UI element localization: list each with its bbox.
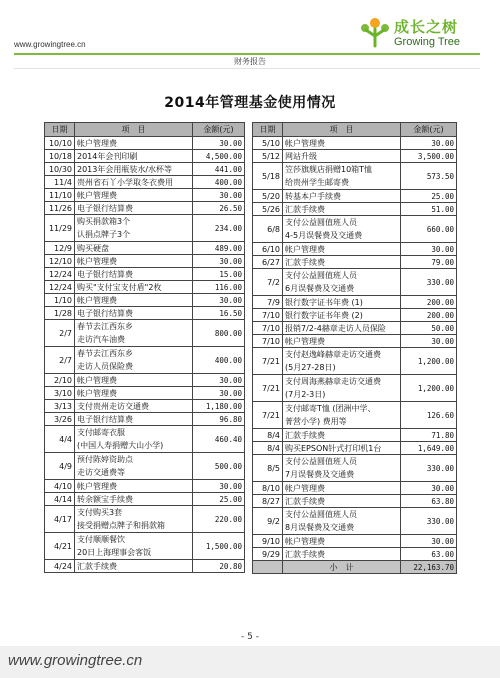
row-item-line: 汇款手续费 xyxy=(285,496,325,506)
row-amount: 1,649.00 xyxy=(401,442,457,455)
total-amount: 22,163.70 xyxy=(401,561,457,574)
expense-table-left xyxy=(44,122,245,573)
row-item-line: 20日上海理事会客饭 xyxy=(77,548,152,557)
table-row xyxy=(253,269,457,296)
row-amount: 30.00 xyxy=(193,137,245,150)
row-item xyxy=(283,482,401,495)
row-date: 10/18 xyxy=(45,150,75,163)
row-item xyxy=(75,294,193,307)
table-row xyxy=(45,347,245,374)
row-date: 4/21 xyxy=(45,533,75,560)
row-item xyxy=(75,480,193,493)
row-item-line: 笠莎旗舰店捐赠10箱T恤 xyxy=(285,165,373,174)
row-item-line: (5月27-28日) xyxy=(285,363,336,372)
row-item-line: 2014年会刊印刷 xyxy=(77,151,138,161)
row-date: 9/29 xyxy=(253,548,283,561)
table-row xyxy=(253,335,457,348)
row-date: 3/13 xyxy=(45,400,75,413)
table-row xyxy=(45,176,245,189)
total-label: 小 计 xyxy=(283,561,401,574)
row-item-line: 春节去江西东乡 xyxy=(77,349,133,358)
table-row xyxy=(253,322,457,335)
row-item-line: 电子银行结算费 xyxy=(77,269,133,279)
row-item xyxy=(283,203,401,216)
row-item-line: 帐户管理费 xyxy=(77,256,117,266)
table-row xyxy=(253,309,457,322)
row-amount: 25.00 xyxy=(193,493,245,506)
row-amount: 30.00 xyxy=(193,387,245,400)
table-row xyxy=(45,387,245,400)
row-date: 5/12 xyxy=(253,150,283,163)
row-item xyxy=(75,400,193,413)
row-item xyxy=(75,268,193,281)
column-header-amount: 金额(元) xyxy=(193,123,245,137)
table-row xyxy=(45,189,245,202)
page-footer xyxy=(0,646,500,678)
row-item xyxy=(75,560,193,573)
table-row xyxy=(45,426,245,453)
column-header-amount: 金额(元) xyxy=(401,123,457,137)
row-date: 2/10 xyxy=(45,374,75,387)
row-amount: 573.50 xyxy=(401,163,457,190)
row-item-line: 帐户管理费 xyxy=(285,336,325,346)
row-item-line: 支付公益圆值班人员 xyxy=(285,457,357,466)
table-row xyxy=(45,506,245,533)
row-amount: 63.00 xyxy=(401,548,457,561)
total-row xyxy=(253,561,457,574)
row-item xyxy=(283,402,401,429)
row-date: 3/10 xyxy=(45,387,75,400)
row-item-line: 帐户管理费 xyxy=(77,295,117,305)
row-item xyxy=(75,150,193,163)
table-row xyxy=(253,296,457,309)
row-item-line: 支付公益圆值班人员 xyxy=(285,271,357,280)
row-date: 6/8 xyxy=(253,216,283,243)
row-item xyxy=(283,216,401,243)
table-row xyxy=(45,453,245,480)
row-date: 7/10 xyxy=(253,335,283,348)
row-amount: 25.00 xyxy=(401,190,457,203)
logo-text-en: Growing Tree xyxy=(394,36,461,48)
row-amount: 460.40 xyxy=(193,426,245,453)
row-item-line: 7月误餐费及交通费 xyxy=(285,470,355,479)
row-item-line: 帐户管理费 xyxy=(285,483,325,493)
row-item-line: 支付邮寄T恤 (团洲中学、 xyxy=(285,404,376,413)
row-amount: 200.00 xyxy=(401,309,457,322)
row-item-line: 支付顺顺餐饮 xyxy=(77,535,125,544)
table-row xyxy=(253,375,457,402)
row-amount: 1,180.00 xyxy=(193,400,245,413)
row-item-line: 帐户管理费 xyxy=(77,190,117,200)
row-item xyxy=(75,215,193,242)
row-date: 8/10 xyxy=(253,482,283,495)
row-item-line: 走访人员保险费 xyxy=(77,362,133,371)
row-item xyxy=(283,243,401,256)
row-item xyxy=(283,455,401,482)
row-amount: 16.50 xyxy=(193,307,245,320)
row-item-line: 春节去江西东乡 xyxy=(77,322,133,331)
row-date: 12/10 xyxy=(45,255,75,268)
row-amount: 1,200.00 xyxy=(401,348,457,375)
row-amount: 220.00 xyxy=(193,506,245,533)
tree-logo-icon xyxy=(360,16,390,50)
row-item xyxy=(75,387,193,400)
row-item-line: 帐户管理费 xyxy=(285,138,325,148)
row-amount: 330.00 xyxy=(401,269,457,296)
table-header-row xyxy=(253,123,457,137)
row-item xyxy=(283,322,401,335)
row-amount: 30.00 xyxy=(401,482,457,495)
row-date: 10/30 xyxy=(45,163,75,176)
table-row xyxy=(253,243,457,256)
row-item-line: 预付陈婷资助点 xyxy=(77,455,133,464)
expense-table-right xyxy=(252,122,457,574)
table-row xyxy=(45,268,245,281)
logo-text-cn: 成长之树 xyxy=(394,18,459,36)
row-amount: 20.80 xyxy=(193,560,245,573)
row-date: 7/10 xyxy=(253,309,283,322)
row-item xyxy=(283,508,401,535)
row-item xyxy=(75,189,193,202)
column-header-item: 项 目 xyxy=(75,123,193,137)
row-amount: 234.00 xyxy=(193,215,245,242)
column-header-item: 项 目 xyxy=(283,123,401,137)
table-row xyxy=(253,508,457,535)
row-date: 1/28 xyxy=(45,307,75,320)
row-amount: 30.00 xyxy=(193,374,245,387)
row-item-line: 帐户管理费 xyxy=(285,244,325,254)
row-amount: 330.00 xyxy=(401,508,457,535)
row-item-line: 帐户管理费 xyxy=(285,536,325,546)
row-item-line: 汇款手续费 xyxy=(285,257,325,267)
row-item-line: 汇款手续费 xyxy=(285,204,325,214)
row-item xyxy=(283,163,401,190)
row-item-line: 报销7/2-4赫章走访人员保险 xyxy=(285,323,386,333)
row-date: 4/10 xyxy=(45,480,75,493)
table-row xyxy=(45,202,245,215)
table-row xyxy=(45,255,245,268)
row-item-line: 汇款手续费 xyxy=(77,561,117,571)
row-item xyxy=(283,548,401,561)
row-amount: 30.00 xyxy=(193,189,245,202)
row-item-line: 支付购买3套 xyxy=(77,508,123,517)
row-date: 11/29 xyxy=(45,215,75,242)
row-item xyxy=(283,269,401,296)
row-date: 8/5 xyxy=(253,455,283,482)
row-date: 8/4 xyxy=(253,442,283,455)
table-row xyxy=(253,216,457,243)
table-row xyxy=(253,535,457,548)
table-row xyxy=(253,429,457,442)
row-item-line: 汇款手续费 xyxy=(285,430,325,440)
row-item-line: 电子银行结算费 xyxy=(77,308,133,318)
row-date: 4/14 xyxy=(45,493,75,506)
header-rule xyxy=(14,53,480,55)
column-header-date: 日期 xyxy=(253,123,283,137)
row-amount: 489.00 xyxy=(193,242,245,255)
row-date: 6/27 xyxy=(253,256,283,269)
row-date: 4/24 xyxy=(45,560,75,573)
table-row xyxy=(253,402,457,429)
row-item-line: (中国人寿捐赠大山小学) xyxy=(77,441,164,450)
table-row xyxy=(45,307,245,320)
row-amount: 660.00 xyxy=(401,216,457,243)
row-item-line: 给贵州学生邮寄费 xyxy=(285,178,349,187)
row-item xyxy=(75,426,193,453)
row-date: 12/9 xyxy=(45,242,75,255)
row-amount: 330.00 xyxy=(401,455,457,482)
row-item xyxy=(75,137,193,150)
row-item-line: 支付周海燕赫章走访交通费 xyxy=(285,377,381,386)
table-row xyxy=(45,320,245,347)
row-item-line: 支付贵州走访交通费 xyxy=(77,401,149,411)
table-row xyxy=(45,533,245,560)
row-item-line: 支付公益圆值班人员 xyxy=(285,218,357,227)
row-amount: 116.00 xyxy=(193,281,245,294)
table-row xyxy=(45,281,245,294)
row-amount: 51.00 xyxy=(401,203,457,216)
row-amount: 30.00 xyxy=(193,480,245,493)
table-row xyxy=(253,190,457,203)
row-date: 11/4 xyxy=(45,176,75,189)
row-amount: 126.60 xyxy=(401,402,457,429)
row-amount: 79.00 xyxy=(401,256,457,269)
row-date: 2/7 xyxy=(45,320,75,347)
table-row xyxy=(45,137,245,150)
report-title: 2014年管理基金使用情况 xyxy=(164,95,336,111)
row-item-line: 转余额宝手续费 xyxy=(77,494,133,504)
table-row xyxy=(45,480,245,493)
row-amount: 4,500.00 xyxy=(193,150,245,163)
row-item xyxy=(283,190,401,203)
row-amount: 30.00 xyxy=(193,255,245,268)
row-item-line: (7月2-3日) xyxy=(285,390,326,399)
row-item xyxy=(75,307,193,320)
row-item-line: 认捐点牌子3个 xyxy=(77,230,131,239)
row-date: 7/10 xyxy=(253,322,283,335)
row-amount: 30.00 xyxy=(401,137,457,150)
table-row xyxy=(253,495,457,508)
table-row xyxy=(45,163,245,176)
row-item-line: 购买EPSON针式打印机1台 xyxy=(285,443,382,453)
row-item-line: 帐户管理费 xyxy=(77,375,117,385)
header-divider xyxy=(14,68,480,69)
table-row xyxy=(45,413,245,426)
row-item-line: 走访汽车油费 xyxy=(77,335,125,344)
table-row xyxy=(253,150,457,163)
row-amount: 1,200.00 xyxy=(401,375,457,402)
row-date: 8/27 xyxy=(253,495,283,508)
row-item xyxy=(283,309,401,322)
row-amount: 400.00 xyxy=(193,347,245,374)
row-item xyxy=(75,242,193,255)
row-amount: 800.00 xyxy=(193,320,245,347)
page-number: - 5 - xyxy=(241,632,259,642)
table-row xyxy=(253,203,457,216)
row-date: 3/26 xyxy=(45,413,75,426)
row-item xyxy=(283,442,401,455)
row-item xyxy=(283,429,401,442)
row-item xyxy=(75,281,193,294)
row-item xyxy=(75,453,193,480)
row-item xyxy=(283,296,401,309)
table-row xyxy=(253,163,457,190)
row-item-line: 银行数字证书年费 (2) xyxy=(285,310,363,320)
row-item-line: 支付邮寄衣服 xyxy=(77,428,125,437)
row-item-line: 购买捐款箱3个 xyxy=(77,217,131,226)
row-item xyxy=(283,256,401,269)
row-amount: 96.80 xyxy=(193,413,245,426)
row-date: 7/9 xyxy=(253,296,283,309)
row-item xyxy=(283,335,401,348)
table-row xyxy=(253,455,457,482)
row-date: 11/26 xyxy=(45,202,75,215)
row-item-line: 电子银行结算费 xyxy=(77,414,133,424)
table-row xyxy=(45,150,245,163)
row-date: 5/20 xyxy=(253,190,283,203)
row-item-line: 购买硬盘 xyxy=(77,243,109,253)
table-row xyxy=(253,348,457,375)
table-row xyxy=(253,137,457,150)
row-amount: 26.50 xyxy=(193,202,245,215)
row-item-line: 银行数字证书年费 (1) xyxy=(285,297,363,307)
row-date: 2/7 xyxy=(45,347,75,374)
table-row xyxy=(253,548,457,561)
logo xyxy=(360,14,490,54)
row-item xyxy=(75,493,193,506)
row-date: 4/4 xyxy=(45,426,75,453)
table-header-row xyxy=(45,123,245,137)
row-item-line: 4-5月误餐费及交通费 xyxy=(285,231,363,240)
row-item-line: 2013年会用瓶装水/水杯等 xyxy=(77,164,173,174)
row-item xyxy=(283,348,401,375)
row-date: 9/2 xyxy=(253,508,283,535)
row-item-line: 帐户管理费 xyxy=(77,138,117,148)
row-amount: 30.00 xyxy=(193,294,245,307)
row-item xyxy=(75,255,193,268)
row-item-line: 走访交通费等 xyxy=(77,468,125,477)
table-row xyxy=(45,242,245,255)
row-item-line: 接受捐赠点牌子和捐款箱 xyxy=(77,521,165,530)
table-row xyxy=(45,400,245,413)
row-amount: 400.00 xyxy=(193,176,245,189)
row-item xyxy=(75,374,193,387)
row-item-line: 汇款手续费 xyxy=(285,549,325,559)
row-amount: 500.00 xyxy=(193,453,245,480)
row-date: 7/2 xyxy=(253,269,283,296)
row-date: 1/10 xyxy=(45,294,75,307)
column-header-date: 日期 xyxy=(45,123,75,137)
row-item xyxy=(75,176,193,189)
table-row xyxy=(253,442,457,455)
row-item-line: 支付赵逸峰赫章走访交通费 xyxy=(285,350,381,359)
row-date: 7/21 xyxy=(253,348,283,375)
row-item-line: 购买"支付宝支付盾"2枚 xyxy=(77,282,162,292)
row-date: 5/26 xyxy=(253,203,283,216)
row-item-line: 贵州省石丫小学取冬衣费用 xyxy=(77,177,173,187)
row-item-line: 电子银行结算费 xyxy=(77,203,133,213)
row-date: 10/10 xyxy=(45,137,75,150)
row-item xyxy=(75,506,193,533)
table-row xyxy=(45,493,245,506)
row-date: 7/21 xyxy=(253,402,283,429)
row-amount: 30.00 xyxy=(401,243,457,256)
table-row xyxy=(45,560,245,573)
row-amount: 15.00 xyxy=(193,268,245,281)
row-item xyxy=(75,163,193,176)
row-date: 9/10 xyxy=(253,535,283,548)
row-item xyxy=(75,202,193,215)
row-date: 5/18 xyxy=(253,163,283,190)
row-item xyxy=(283,495,401,508)
site-url: www.growingtree.cn xyxy=(14,40,86,49)
row-item xyxy=(75,413,193,426)
row-date: 7/21 xyxy=(253,375,283,402)
row-item-line: 6月误餐费及交通费 xyxy=(285,284,355,293)
row-item xyxy=(283,137,401,150)
row-item xyxy=(75,347,193,374)
row-item-line: 菁营小学) 费用等 xyxy=(285,417,347,426)
row-date: 6/10 xyxy=(253,243,283,256)
row-date: 11/10 xyxy=(45,189,75,202)
row-amount: 30.00 xyxy=(401,335,457,348)
row-item xyxy=(75,533,193,560)
row-amount: 63.80 xyxy=(401,495,457,508)
table-row xyxy=(253,482,457,495)
row-amount: 50.00 xyxy=(401,322,457,335)
row-item-line: 8月误餐费及交通费 xyxy=(285,523,355,532)
row-date: 8/4 xyxy=(253,429,283,442)
footer-url: www.growingtree.cn xyxy=(8,652,143,669)
row-amount: 3,500.00 xyxy=(401,150,457,163)
row-item xyxy=(75,320,193,347)
row-date: 4/9 xyxy=(45,453,75,480)
row-amount: 200.00 xyxy=(401,296,457,309)
section-label: 财务报告 xyxy=(234,57,266,66)
row-amount: 30.00 xyxy=(401,535,457,548)
row-date: 12/24 xyxy=(45,281,75,294)
table-row xyxy=(253,256,457,269)
table-row xyxy=(45,294,245,307)
row-amount: 441.00 xyxy=(193,163,245,176)
row-date: 4/17 xyxy=(45,506,75,533)
row-date: 12/24 xyxy=(45,268,75,281)
row-amount: 1,500.00 xyxy=(193,533,245,560)
table-row xyxy=(45,374,245,387)
total-blank-cell xyxy=(253,561,283,574)
row-amount: 71.80 xyxy=(401,429,457,442)
row-item-line: 网站升级 xyxy=(285,151,317,161)
row-date: 5/10 xyxy=(253,137,283,150)
table-row xyxy=(45,215,245,242)
row-item-line: 支付公益圆值班人员 xyxy=(285,510,357,519)
row-item xyxy=(283,375,401,402)
row-item-line: 帐户管理费 xyxy=(77,388,117,398)
row-item xyxy=(283,150,401,163)
row-item-line: 帐户管理费 xyxy=(77,481,117,491)
page-header xyxy=(0,0,500,64)
row-item xyxy=(283,535,401,548)
row-item-line: 转基本户手续费 xyxy=(285,191,341,201)
